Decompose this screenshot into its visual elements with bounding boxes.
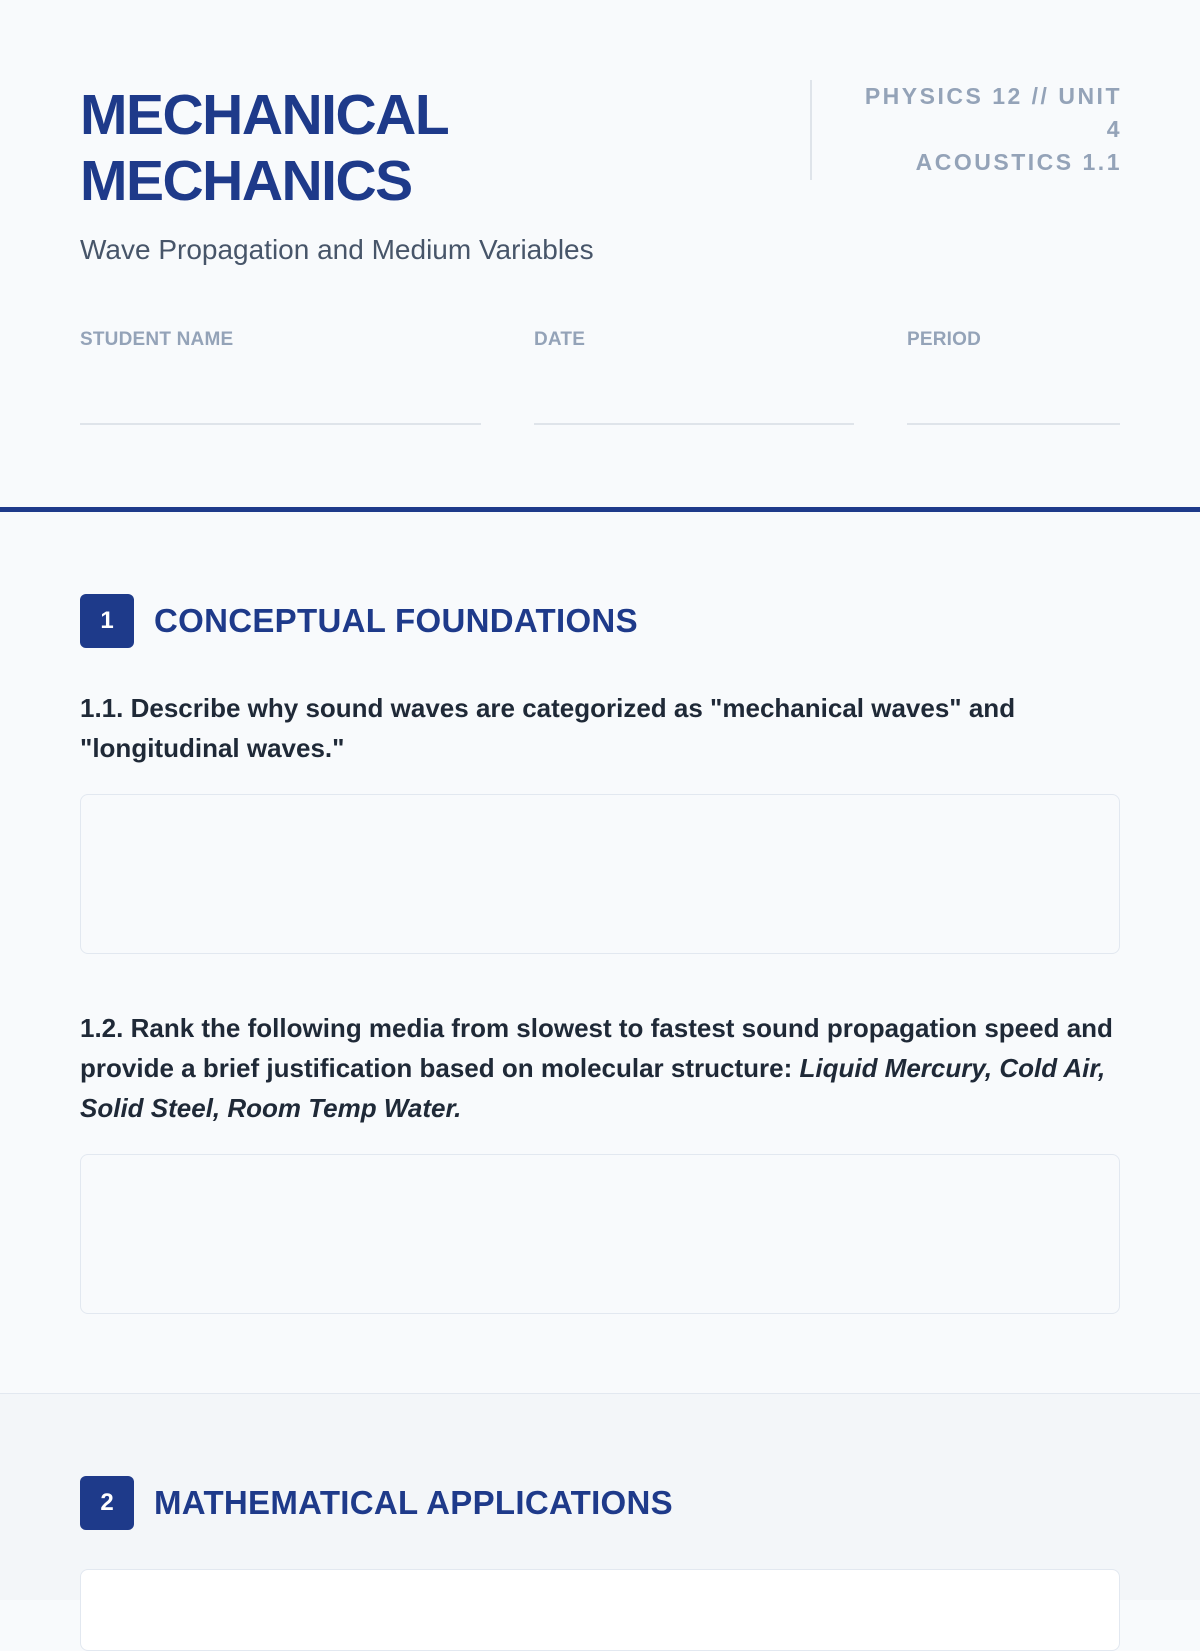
section-number-badge: 2 (80, 1476, 134, 1530)
page-subtitle: Wave Propagation and Medium Variables (80, 234, 594, 265)
question-1-2-text: 1.2. Rank the following media from slowest to fastest sound propagation speed and provide a brief justification based on molecular structure: (80, 1013, 1113, 1083)
course-meta (810, 80, 1122, 180)
answer-box-1-1[interactable] (80, 794, 1120, 954)
student-name-label: STUDENT NAME (80, 329, 234, 350)
worksheet-header (0, 0, 1200, 510)
answer-box-1-2[interactable] (80, 1154, 1120, 1314)
question-1-2 (80, 1008, 1120, 1128)
section-title: MATHEMATICAL APPLICATIONS (154, 1484, 673, 1521)
student-name-field[interactable] (80, 423, 481, 425)
question-1-2-media-list: Liquid Mercury, Cold Air, Solid Steel, Room Temp Water. (80, 1053, 1106, 1123)
section-mathematical-applications (0, 1394, 1200, 1600)
course-meta-line-1: PHYSICS 12 // UNIT (864, 83, 1122, 109)
date-field[interactable] (534, 423, 854, 425)
section-conceptual-foundations (0, 512, 1200, 1394)
date-label: DATE (534, 329, 586, 350)
course-meta-line-2: 4 (1106, 116, 1122, 142)
section-title: CONCEPTUAL FOUNDATIONS (154, 602, 638, 639)
title-line-1: MECHANICAL (80, 83, 449, 147)
course-meta-text (852, 80, 1122, 179)
question-1-1: 1.1. Describe why sound waves are categorized as "mechanical waves" and "longitudinal waves." (80, 693, 1016, 763)
period-label: PERIOD (907, 329, 982, 350)
period-field[interactable] (907, 423, 1120, 425)
title-line-2: MECHANICS (80, 149, 412, 213)
course-meta-line-3: ACOUSTICS 1.1 (915, 149, 1122, 175)
answer-box-2-1[interactable] (80, 1569, 1120, 1651)
section-number-badge: 1 (80, 594, 134, 648)
page-title (80, 82, 600, 214)
